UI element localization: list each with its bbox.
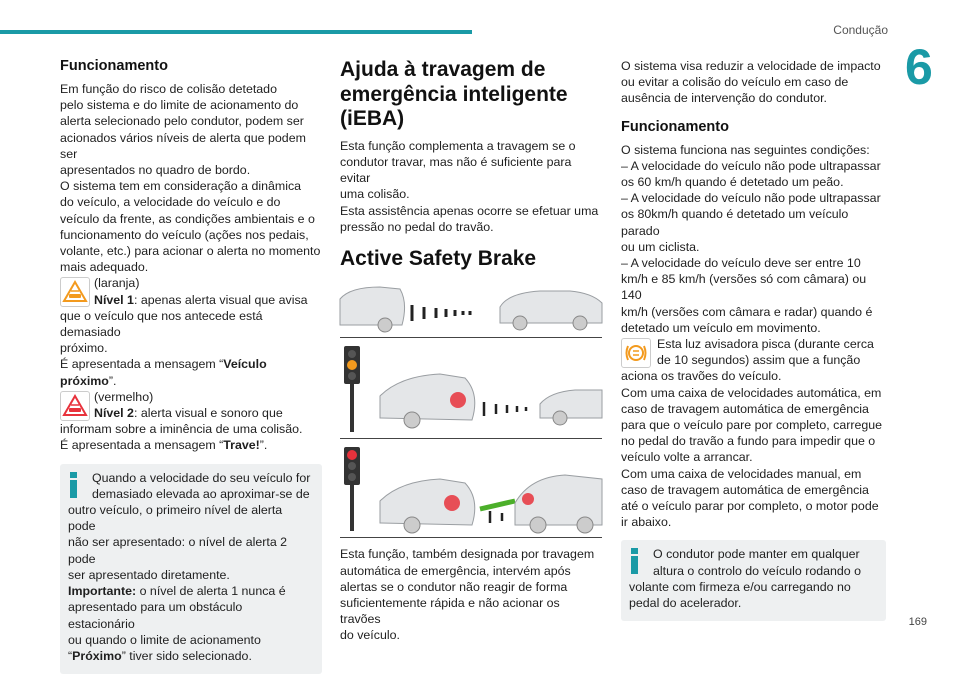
ieba-text: Esta função complementa a travagem se o condutor travar, mas não é suficiente para evitar uma colisão. Esta assistência apenas ocorre se efetuar uma pressão no pedal do travão. xyxy=(340,138,599,234)
info-icon xyxy=(631,548,638,574)
alert-level-2: (vermelho) Nível 2: alerta visual e sonoro que informam sobre a iminência de uma colisão. É apresentada a mensagem “Trave!”. xyxy=(60,389,303,453)
red-collision-warning-icon xyxy=(60,391,90,421)
illustration-divider xyxy=(340,337,602,338)
funcionamento-heading-2: Funcionamento xyxy=(621,118,729,135)
alert-level-1: (laranja) Nível 1: apenas alerta visual que avisa que o veículo que nos antecede está demasiado próximo. É apresentada a mensagem “Veículo próximo”. xyxy=(60,276,308,388)
section-name: Condução xyxy=(833,23,888,37)
funcionamento-heading: Funcionamento xyxy=(60,58,168,74)
conditions-list: O sistema funciona nas seguintes condições: – A velocidade do veículo não pode ultrapassar os 60 km/h quando é detetado um peão. – A velocidade do veículo não pode ultrapassar os 80km/h quando é detetado um veículo parado ou um ciclista. – A velocidade do veículo deve ser entre 10 km/h e 85 km/h (versões só com câmara) ou 140 km/h (versões com câmara e radar) quando é detetado um veículo em movimento. xyxy=(621,142,881,335)
asb-title: Active Safety Brake xyxy=(340,246,537,270)
column-2 xyxy=(340,58,602,644)
gearbox-paragraphs: Com uma caixa de velocidades automática, em caso de travagem automática de emergência para que o veículo pare por completo, carregue no pedal do travão a fundo para impedir que o veículo volte a arrancar. Com uma caixa de velocidades manual, em caso de travagem automática de emergência até o veículo parar por completo, o motor pode ir abaixo. xyxy=(621,385,883,530)
warning-light-block: Esta luz avisadora pisca (durante cerca de 10 segundos) assim que a função aciona os travões do veículo. xyxy=(621,337,874,384)
asb-intro: O sistema visa reduzir a velocidade de impacto ou evitar a colisão do veículo em caso de ausência de intervenção do condutor. xyxy=(621,59,881,106)
page-number: 169 xyxy=(908,616,927,628)
info-icon xyxy=(70,472,77,498)
column-1 xyxy=(60,58,322,674)
illustration-divider xyxy=(340,537,602,538)
info-note-driver-control: O condutor pode manter em qualquer altura o controlo do veículo rodando o volante com firmeza e/ou carregando no pedal do acelerador. xyxy=(621,540,886,621)
intro-paragraph: Em função do risco de colisão detetado pelo sistema e do limite de acionamento do alerta selecionado pelo condutor, podem ser acionados vários níveis de alerta que podem ser apresentados no quadro de bordo. O sistema tem em consideração a dinâmica do veículo, a velocidade do veículo e do veículo da frente, as condições ambientais e o funcionamento do veículo (ações nos pedais, volante, etc.) para acionar o alerta no momento mais adequado. xyxy=(60,82,321,275)
asb-text: Esta função, também designada por travagem automática de emergência, intervém após alertas se o condutor não reagir de forma suficientemente rápida e não acionar os travões do veículo. xyxy=(340,547,595,643)
column-3 xyxy=(621,58,886,621)
illustration-red-braking xyxy=(340,443,602,533)
info-note-alert-levels: Quando a velocidade do seu veículo for demasiado elevada ao aproximar-se de outro veículo, o primeiro nível de alerta pode não ser apresentado: o nível de alerta 2 pode ser apresentado diretamente. Importante: o nível de alerta 1 nunca é apresentado para um obstáculo estacionário ou quando o limite de acionamento “Próximo” tiver sido selecionado. xyxy=(60,464,322,674)
ieba-title: Ajuda à travagem de emergência inteligente (iEBA) xyxy=(340,58,568,131)
active-safety-brake-warning-icon xyxy=(621,338,651,368)
illustration-orange-warning xyxy=(340,342,602,434)
asb-illustration xyxy=(340,281,602,538)
illustration-approach xyxy=(340,281,602,333)
illustration-divider xyxy=(340,438,602,439)
header-accent-bar xyxy=(0,30,472,34)
chapter-number: 6 xyxy=(905,39,933,95)
orange-collision-warning-icon xyxy=(60,277,90,307)
